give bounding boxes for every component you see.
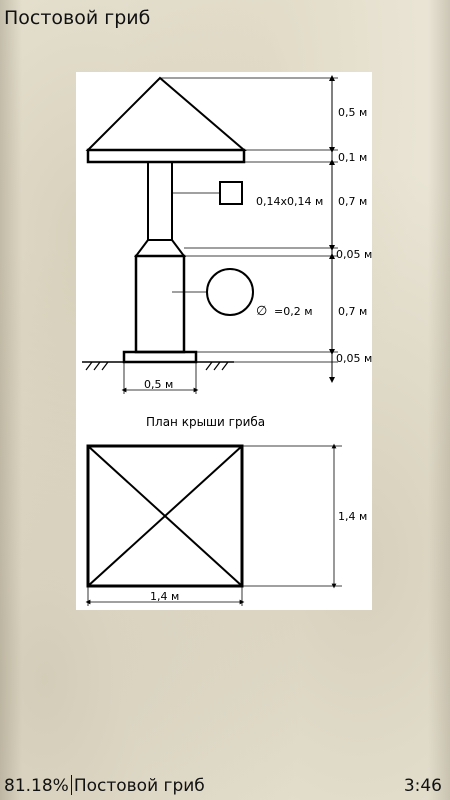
book-illustration — [76, 72, 372, 610]
post-section-square — [220, 182, 242, 204]
dim-plan-width: 1,4 м — [150, 590, 180, 603]
page-title: Постовой гриб — [4, 7, 151, 29]
dim-roof-height: 0,5 м — [338, 106, 368, 119]
chapter-name: Постовой гриб — [73, 776, 205, 796]
diameter-symbol: ∅ — [256, 304, 268, 319]
dim-joint: 0,05 м — [336, 248, 372, 261]
dim-post-section: 0,14х0,14 м — [256, 195, 324, 208]
roof-triangle — [88, 78, 244, 150]
base-section-circle — [207, 269, 253, 315]
dim-plan-height: 1,4 м — [338, 510, 368, 523]
joint-taper — [136, 240, 184, 256]
dim-base-height: 0,7 м — [338, 305, 368, 318]
roof-plate — [88, 150, 244, 162]
dim-post-height: 0,7 м — [338, 195, 368, 208]
status-left — [4, 772, 205, 800]
dim-diameter: =0,2 м — [274, 305, 313, 318]
reading-progress: 81.18% — [4, 776, 69, 796]
extension-lines — [160, 78, 338, 362]
dim-foot: 0,05 м — [336, 352, 372, 365]
foot — [124, 352, 196, 362]
reader-status-bar — [0, 772, 450, 800]
mushroom-post-drawing — [76, 72, 372, 610]
base-column — [136, 256, 184, 352]
plan-title: План крыши гриба — [146, 415, 266, 429]
dim-foot-width: 0,5 м — [144, 378, 174, 391]
post — [148, 162, 172, 240]
status-separator — [71, 775, 72, 795]
dim-cap: 0,1 м — [338, 151, 368, 164]
clock: 3:46 — [403, 776, 442, 796]
